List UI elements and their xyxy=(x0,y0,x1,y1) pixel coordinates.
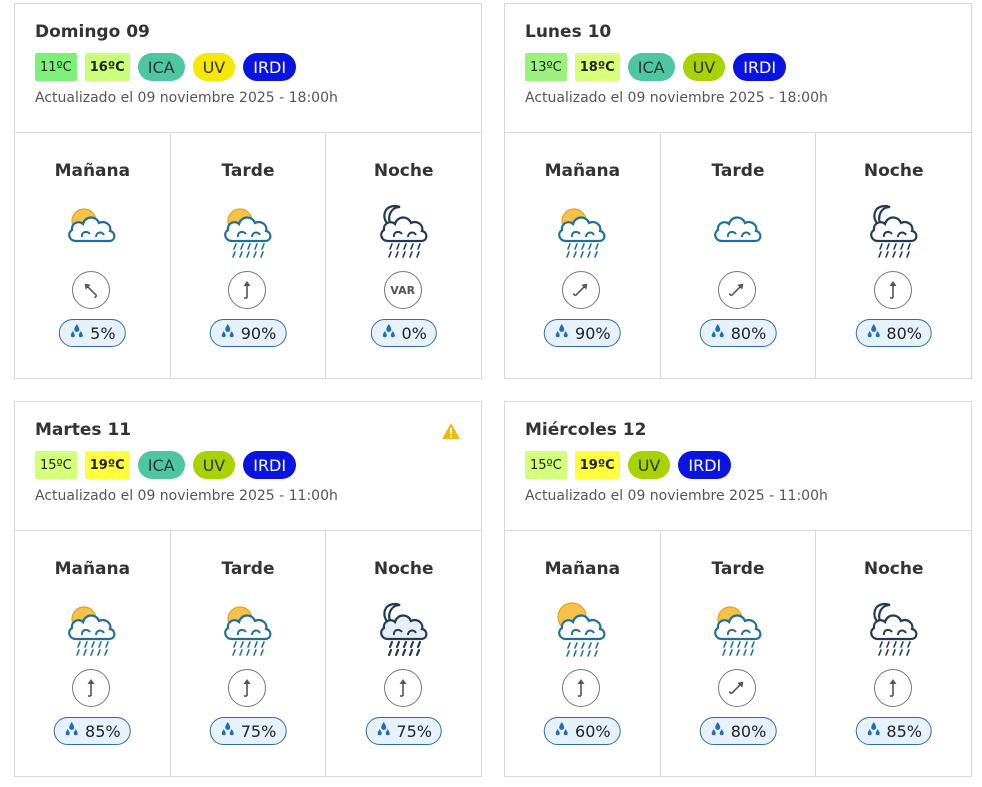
night-cloudy-rain-icon xyxy=(862,595,926,659)
ica-badge[interactable]: ICA xyxy=(138,53,185,81)
rain-value: 90% xyxy=(240,323,277,343)
wind-direction-icon xyxy=(384,669,422,707)
raindrops-icon xyxy=(375,721,391,741)
period-night xyxy=(816,133,971,379)
max-temp-badge: 18ºC xyxy=(575,53,620,81)
rain-probability xyxy=(54,717,131,745)
rain-value: 80% xyxy=(730,721,767,741)
updated-text: Actualizado el 09 noviembre 2025 - 18:00h xyxy=(525,90,828,106)
irdi-badge[interactable]: IRDI xyxy=(243,53,296,81)
raindrops-icon xyxy=(865,721,881,741)
night-heavy-rain-icon xyxy=(372,595,436,659)
partly-cloudy-rain-icon xyxy=(706,595,770,659)
min-temp-badge: 11ºC xyxy=(35,53,77,81)
rain-probability xyxy=(59,319,125,347)
period-label: Noche xyxy=(373,559,434,579)
rain-value: 60% xyxy=(575,721,611,741)
periods-row xyxy=(15,531,481,777)
rain-value: 75% xyxy=(240,721,277,741)
day-header xyxy=(505,4,971,133)
rain-value: 85% xyxy=(85,721,121,741)
rain-value: 0% xyxy=(401,323,427,343)
min-temp-badge: 13ºC xyxy=(525,53,567,81)
day-header xyxy=(15,4,481,133)
updated-text: Actualizado el 09 noviembre 2025 - 18:00h xyxy=(35,90,338,106)
raindrops-icon xyxy=(554,323,570,343)
day-title: Martes 11 xyxy=(35,420,132,440)
rain-probability xyxy=(700,717,777,745)
day-card xyxy=(14,3,482,379)
period-label: Tarde xyxy=(711,161,765,181)
period-night xyxy=(326,133,481,379)
sun-cloud-rain-icon xyxy=(550,595,614,659)
period-night xyxy=(816,531,971,777)
wind-direction-icon xyxy=(874,669,912,707)
wind-direction-icon xyxy=(228,271,266,309)
rain-probability xyxy=(210,717,287,745)
day-title: Domingo 09 xyxy=(35,22,150,42)
max-temp-badge: 16ºC xyxy=(85,53,130,81)
rain-value: 85% xyxy=(886,721,922,741)
wind-direction-icon xyxy=(874,271,912,309)
rain-value: 80% xyxy=(730,323,767,343)
raindrops-icon xyxy=(710,323,726,343)
irdi-badge[interactable]: IRDI xyxy=(243,451,296,479)
max-temp-badge: 19ºC xyxy=(575,451,620,479)
uv-badge[interactable]: UV xyxy=(628,451,671,479)
wind-direction-icon xyxy=(718,669,756,707)
raindrops-icon xyxy=(64,721,80,741)
updated-text: Actualizado el 09 noviembre 2025 - 11:00h xyxy=(35,488,338,504)
period-label: Noche xyxy=(863,161,924,181)
period-label: Noche xyxy=(863,559,924,579)
max-temp-badge: 19ºC xyxy=(85,451,130,479)
wind-direction-icon xyxy=(562,271,600,309)
day-badges xyxy=(525,451,731,479)
ica-badge[interactable]: ICA xyxy=(138,451,185,479)
night-cloudy-rain-icon xyxy=(862,197,926,261)
irdi-badge[interactable]: IRDI xyxy=(678,451,731,479)
rain-value: 5% xyxy=(90,323,116,343)
updated-text: Actualizado el 09 noviembre 2025 - 11:00h xyxy=(525,488,828,504)
period-afternoon xyxy=(661,133,817,379)
period-afternoon xyxy=(661,531,817,777)
partly-cloudy-rain-icon xyxy=(550,197,614,261)
uv-badge[interactable]: UV xyxy=(193,53,236,81)
raindrops-icon xyxy=(710,721,726,741)
period-morning xyxy=(505,133,661,379)
day-card xyxy=(14,401,482,777)
wind-direction-icon xyxy=(72,271,110,309)
period-afternoon xyxy=(171,531,327,777)
wind-direction-icon xyxy=(562,669,600,707)
wind-direction-icon xyxy=(72,669,110,707)
rain-value: 90% xyxy=(575,323,611,343)
rain-probability xyxy=(855,319,932,347)
periods-row xyxy=(15,133,481,379)
irdi-badge[interactable]: IRDI xyxy=(733,53,786,81)
min-temp-badge: 15ºC xyxy=(525,451,567,479)
period-morning xyxy=(15,531,171,777)
period-label: Mañana xyxy=(54,559,131,579)
rain-value: 80% xyxy=(886,323,922,343)
period-label: Mañana xyxy=(544,559,621,579)
period-label: Tarde xyxy=(221,161,275,181)
rain-probability xyxy=(544,717,621,745)
raindrops-icon xyxy=(865,323,881,343)
period-label: Tarde xyxy=(711,559,765,579)
day-header xyxy=(15,402,481,531)
day-card xyxy=(504,401,972,777)
partly-cloudy-rain-icon xyxy=(60,595,124,659)
rain-probability xyxy=(210,319,287,347)
period-label: Tarde xyxy=(221,559,275,579)
wind-direction-icon xyxy=(228,669,266,707)
rain-value: 75% xyxy=(396,721,432,741)
day-badges xyxy=(525,53,786,81)
day-badges xyxy=(35,53,296,81)
rain-probability xyxy=(855,717,932,745)
cloudy-icon xyxy=(706,197,770,261)
raindrops-icon xyxy=(554,721,570,741)
ica-badge[interactable]: ICA xyxy=(628,53,675,81)
partly-cloudy-rain-icon xyxy=(216,197,280,261)
uv-badge[interactable]: UV xyxy=(683,53,726,81)
raindrops-icon xyxy=(220,721,236,741)
period-morning xyxy=(505,531,661,777)
wind-direction-icon xyxy=(718,271,756,309)
warning-icon[interactable] xyxy=(441,422,461,440)
wind-variable-icon: VAR xyxy=(384,271,422,309)
partly-cloudy-icon xyxy=(60,197,124,261)
day-card xyxy=(504,3,972,379)
period-label: Noche xyxy=(373,161,434,181)
night-cloudy-rain-icon xyxy=(372,197,436,261)
rain-probability xyxy=(700,319,777,347)
rain-probability xyxy=(370,319,436,347)
periods-row xyxy=(505,531,971,777)
rain-probability xyxy=(365,717,442,745)
raindrops-icon xyxy=(220,323,236,343)
rain-probability xyxy=(544,319,621,347)
day-header xyxy=(505,402,971,531)
period-night xyxy=(326,531,481,777)
day-title: Lunes 10 xyxy=(525,22,612,42)
day-badges xyxy=(35,451,296,479)
period-morning xyxy=(15,133,171,379)
periods-row xyxy=(505,133,971,379)
day-title: Miércoles 12 xyxy=(525,420,647,440)
min-temp-badge: 15ºC xyxy=(35,451,77,479)
raindrops-icon xyxy=(69,323,85,343)
partly-cloudy-rain-icon xyxy=(216,595,280,659)
uv-badge[interactable]: UV xyxy=(193,451,236,479)
period-afternoon xyxy=(171,133,327,379)
period-label: Mañana xyxy=(54,161,131,181)
period-label: Mañana xyxy=(544,161,621,181)
raindrops-icon xyxy=(380,323,396,343)
